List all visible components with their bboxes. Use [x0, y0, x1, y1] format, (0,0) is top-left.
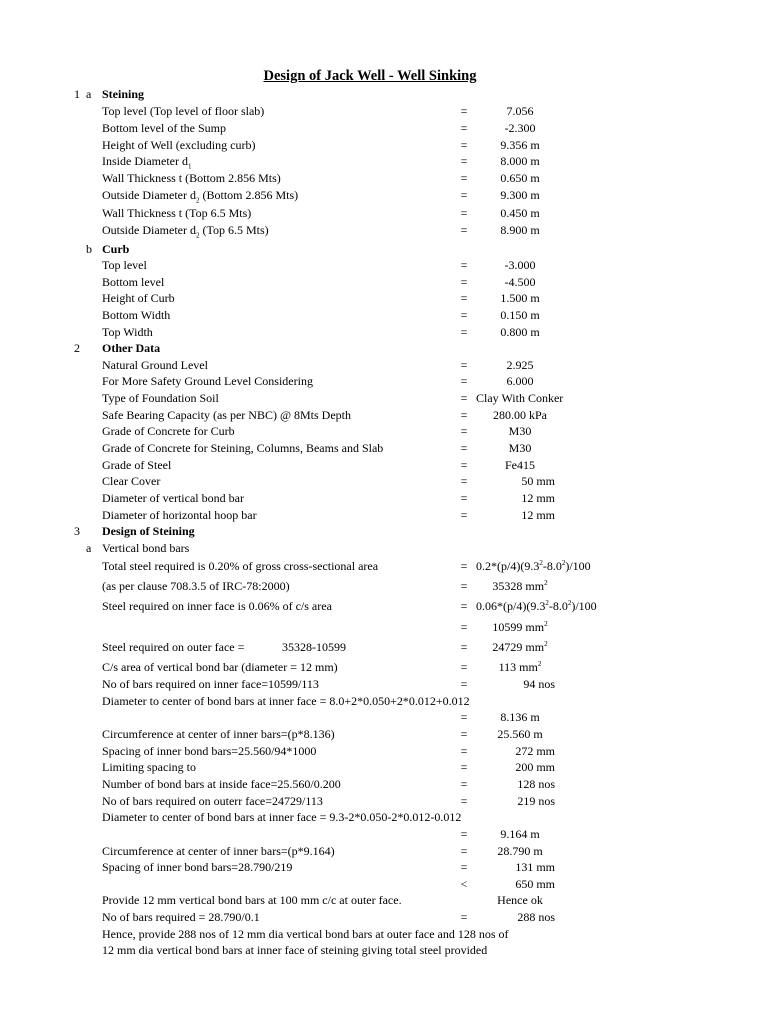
formula-text: 35328-10599 [282, 640, 346, 654]
row-label [102, 120, 226, 136]
equals-sign: = [460, 258, 468, 272]
row-label [102, 676, 319, 692]
value-superscript: 2 [544, 620, 548, 628]
table-row [0, 942, 768, 958]
table-row [0, 598, 768, 614]
row-label [102, 103, 264, 119]
row-value [470, 859, 555, 875]
label-text: Spacing of inner bond bars=28.790/219 [102, 860, 293, 874]
equals-sign: = [460, 171, 468, 185]
value-text: 0.800 m [500, 325, 540, 339]
value-text: 200 mm [515, 760, 555, 774]
table-row [0, 709, 768, 725]
table-row [0, 457, 768, 473]
row-label [102, 793, 323, 809]
equals-sign: = [460, 760, 468, 774]
row-value [470, 578, 570, 594]
value-text: M30 [508, 441, 532, 455]
table-row [0, 373, 768, 389]
label-text: Outside Diameter d [102, 188, 196, 202]
value-text: 113 mm [498, 660, 538, 674]
equals-sign: = [460, 188, 468, 202]
row-value [470, 257, 570, 273]
row-label [102, 942, 487, 958]
table-row [0, 241, 768, 257]
section-number: 1 [74, 87, 80, 101]
value-superscript: 2 [545, 599, 549, 607]
value-text: -4.500 [504, 275, 536, 289]
row-label [102, 324, 153, 340]
value-text: 0.06*(p/4)(9.3 [476, 599, 546, 613]
label-text: Number of bond bars at inside face=25.560/0.200 [102, 777, 341, 791]
value-superscript: 2 [544, 579, 548, 587]
equals-sign: = [460, 727, 468, 741]
label-text: Other Data [102, 341, 161, 355]
row-value [470, 103, 570, 119]
value-text: M30 [508, 424, 532, 438]
label-subscript: 2 [195, 231, 200, 240]
equals-sign: = [460, 620, 468, 634]
row-value [476, 598, 597, 614]
label-text: Curb [102, 242, 130, 256]
value-superscript: 2 [567, 599, 572, 607]
row-label [102, 776, 341, 792]
equals-sign: = [460, 660, 468, 674]
table-row [0, 859, 768, 875]
table-row [0, 490, 768, 506]
row-label [102, 473, 160, 489]
table-row [0, 659, 768, 675]
value-text-end: )/100 [571, 599, 597, 613]
table-row [0, 407, 768, 423]
section-number: 2 [74, 341, 80, 355]
equals-sign: = [460, 154, 468, 168]
label-subscript: 1 [187, 162, 192, 171]
equals-sign: = [460, 104, 468, 118]
table-row [0, 639, 768, 655]
value-text: 272 mm [515, 744, 555, 758]
value-text-end: )/100 [565, 559, 591, 573]
label-subscript: 2 [195, 196, 200, 205]
value-text: -3.000 [504, 258, 536, 272]
equals-sign: = [460, 308, 468, 322]
section-heading [102, 86, 144, 102]
equals-sign: = [460, 508, 468, 522]
label-text: Diameter to center of bond bars at inner face = 8.0+2*0.050+2*0.012+0.012 [102, 694, 470, 708]
row-label [102, 440, 383, 456]
row-value [470, 826, 570, 842]
subsection-letter: b [86, 242, 92, 256]
label-text: 12 mm dia vertical bond bars at inner face of steining giving total steel provided [102, 943, 488, 957]
equals-sign: = [460, 206, 468, 220]
row-value [470, 793, 555, 809]
equals-sign: = [460, 844, 468, 858]
value-text: 7.056 [506, 104, 534, 118]
equals-sign: = [460, 325, 468, 339]
value-text: Fe415 [505, 458, 535, 472]
equals-sign: = [460, 291, 468, 305]
table-row [0, 676, 768, 692]
value-text: 128 nos [517, 777, 555, 791]
label-text: Top Width [102, 325, 153, 339]
section-number: 3 [74, 524, 80, 538]
row-value [470, 153, 570, 169]
row-label [102, 274, 164, 290]
row-label [102, 540, 189, 556]
equals-sign: = [460, 358, 468, 372]
label-text: Grade of Steel [102, 458, 172, 472]
row-label [102, 843, 335, 859]
table-row [0, 137, 768, 153]
value-text-cont: -8.0 [548, 599, 568, 613]
label-text: Hence, provide 288 nos of 12 mm dia vertical bond bars at outer face and 128 nos of [102, 927, 509, 941]
table-row [0, 793, 768, 809]
subsection-letter: a [86, 87, 92, 101]
section-heading [102, 340, 160, 356]
table-row [0, 390, 768, 406]
row-label [102, 187, 298, 203]
label-text: Bottom level [102, 275, 165, 289]
label-text: (as per clause 708.3.5 of IRC-78:2000) [102, 579, 290, 593]
label-text: Steel required on inner face is 0.06% of c/s area [102, 599, 332, 613]
value-text: 0.650 m [500, 171, 540, 185]
row-label [102, 909, 260, 925]
table-row [0, 726, 768, 742]
row-value [470, 357, 570, 373]
row-label [102, 598, 332, 614]
row-value [470, 307, 570, 323]
value-text: 9.356 m [500, 138, 540, 152]
table-row [0, 540, 768, 556]
table-row [0, 170, 768, 186]
table-row [0, 423, 768, 439]
row-value [470, 423, 570, 439]
value-superscript: 2 [537, 660, 542, 668]
row-label [102, 390, 219, 406]
row-value [470, 892, 570, 908]
table-row [0, 153, 768, 169]
table-row [0, 86, 768, 102]
table-row [0, 926, 768, 942]
table-row [0, 187, 768, 203]
row-label [102, 578, 290, 594]
row-label [102, 423, 235, 439]
row-label [102, 926, 509, 942]
row-value [470, 726, 570, 742]
row-value [470, 776, 555, 792]
row-label [102, 153, 191, 169]
label-text: Circumference at center of inner bars=(p*9.164) [102, 844, 335, 858]
table-row [0, 619, 768, 635]
equals-sign: = [460, 424, 468, 438]
row-label [102, 170, 281, 186]
row-value [470, 407, 570, 423]
label-text: Natural Ground Level [102, 358, 208, 372]
label-text: Bottom level of the Sump [102, 121, 226, 135]
row-value [476, 390, 563, 406]
table-row [0, 290, 768, 306]
label-text: Height of Curb [102, 291, 175, 305]
row-value [470, 440, 570, 456]
row-label [102, 222, 269, 238]
page-title: Design of Jack Well - Well Sinking [263, 68, 477, 84]
label-text: Steining [102, 87, 145, 101]
table-row [0, 473, 768, 489]
row-value [470, 373, 570, 389]
row-label [102, 257, 147, 273]
row-label [102, 743, 316, 759]
row-label [102, 307, 170, 323]
row-label [102, 407, 351, 423]
row-label [102, 373, 313, 389]
value-superscript: 2 [544, 640, 548, 648]
value-text: 94 nos [523, 677, 555, 691]
equals-sign: = [460, 374, 468, 388]
value-superscript: 2 [561, 559, 566, 567]
value-text: 131 mm [515, 860, 555, 874]
table-row [0, 120, 768, 136]
label-text: Grade of Concrete for Steining, Columns, Beams and Slab [102, 441, 384, 455]
equals-sign: = [460, 138, 468, 152]
value-text: 650 mm [515, 877, 555, 891]
row-value [470, 639, 570, 655]
value-text: -2.300 [504, 121, 536, 135]
equals-sign: = [460, 223, 468, 237]
value-text: 8.000 m [500, 154, 540, 168]
table-row [0, 759, 768, 775]
row-value [470, 507, 555, 523]
equals-sign: = [460, 559, 468, 573]
row-value [470, 843, 570, 859]
row-value [470, 187, 570, 203]
value-text-cont: -8.0 [542, 559, 562, 573]
value-text: 219 nos [517, 794, 555, 808]
table-row [0, 523, 768, 539]
table-row [0, 440, 768, 456]
table-row [0, 307, 768, 323]
equals-sign: = [460, 794, 468, 808]
equals-sign: = [460, 474, 468, 488]
value-text: 50 mm [521, 474, 555, 488]
row-label [102, 693, 470, 709]
row-value [470, 222, 570, 238]
value-text: 12 mm [521, 491, 555, 505]
label-text: Bottom Width [102, 308, 171, 322]
row-label [102, 859, 292, 875]
table-row [0, 826, 768, 842]
value-text: 9.300 m [500, 188, 540, 202]
table-row [0, 892, 768, 908]
value-text: 2.925 [506, 358, 534, 372]
value-text: 10599 mm [492, 620, 545, 634]
label-text: Top level [102, 258, 147, 272]
row-label [102, 809, 461, 825]
value-superscript: 2 [539, 559, 543, 567]
subsection-letter: a [86, 541, 92, 555]
label-text: For More Safety Ground Level Considering [102, 374, 313, 388]
value-text: 12 mm [521, 508, 555, 522]
label-text: Provide 12 mm vertical bond bars at 100 mm c/c at outer face. [102, 893, 402, 907]
value-text: 0.450 m [500, 206, 540, 220]
value-text: 0.2*(p/4)(9.3 [476, 559, 540, 573]
equals-sign: = [460, 121, 468, 135]
equals-sign: = [460, 491, 468, 505]
label-text: Circumference at center of inner bars=(p*8.136) [102, 727, 335, 741]
label-text: Outside Diameter d [102, 223, 196, 237]
table-row [0, 558, 768, 574]
table-row [0, 103, 768, 119]
row-label [102, 726, 335, 742]
equals-sign: = [460, 677, 468, 691]
value-text: 25.560 m [497, 727, 543, 741]
label-text: Type of Foundation Soil [102, 391, 219, 405]
equals-sign: = [460, 408, 468, 422]
label-text: Clear Cover [102, 474, 161, 488]
row-value [470, 290, 570, 306]
label-text: Steel required on outer face = [102, 640, 245, 654]
section-heading [102, 523, 195, 539]
row-label [102, 892, 402, 908]
equals-sign: = [460, 860, 468, 874]
row-value [470, 759, 555, 775]
table-row [0, 578, 768, 594]
table-row [0, 843, 768, 859]
row-value [470, 457, 570, 473]
label-text: Diameter of vertical bond bar [102, 491, 244, 505]
value-text: 0.150 m [500, 308, 540, 322]
row-value [470, 709, 570, 725]
row-label [102, 639, 244, 655]
equals-sign: = [460, 640, 468, 654]
table-row [0, 257, 768, 273]
value-text: Clay With Conker [476, 391, 564, 405]
equals-sign: = [460, 744, 468, 758]
row-value [470, 659, 570, 675]
label-text: Limiting spacing to [102, 760, 196, 774]
label-text: Diameter of horizontal hoop bar [102, 508, 257, 522]
row-label [102, 137, 255, 153]
table-row [0, 222, 768, 238]
equals-sign: = [460, 275, 468, 289]
row-value [470, 120, 570, 136]
value-text: 1.500 m [500, 291, 540, 305]
value-text: Hence ok [497, 893, 543, 907]
table-row [0, 693, 768, 709]
value-text: 8.900 m [500, 223, 540, 237]
row-value [470, 876, 555, 892]
row-label [102, 759, 196, 775]
label-text: Grade of Concrete for Curb [102, 424, 235, 438]
equals-sign: = [460, 458, 468, 472]
row-value [470, 137, 570, 153]
row-value [470, 473, 555, 489]
value-text: 35328 mm [492, 579, 545, 593]
row-label [102, 659, 338, 675]
label-text: C/s area of vertical bond bar (diameter = 12 mm) [102, 660, 338, 674]
section-heading [102, 241, 129, 257]
value-text: 8.136 m [500, 710, 540, 724]
value-text: 28.790 m [497, 844, 543, 858]
value-text: 280.00 kPa [493, 408, 547, 422]
table-row [0, 876, 768, 892]
table-row [0, 743, 768, 759]
label-text-cont: (Bottom 2.856 Mts) [199, 188, 299, 202]
label-text: No of bars required = 28.790/0.1 [102, 910, 260, 924]
table-row [0, 507, 768, 523]
row-value [470, 205, 570, 221]
row-value [470, 909, 555, 925]
row-value [470, 490, 555, 506]
row-label [102, 205, 251, 221]
table-row [0, 274, 768, 290]
value-text: 9.164 m [500, 827, 540, 841]
label-text: Inside Diameter d [102, 154, 188, 168]
label-text: Total steel required is 0.20% of gross cross-sectional area [102, 559, 379, 573]
equals-sign: = [460, 777, 468, 791]
label-text: Wall Thickness t (Bottom 2.856 Mts) [102, 171, 281, 185]
row-value [470, 619, 570, 635]
label-text: Height of Well (excluding curb) [102, 138, 256, 152]
row-value [470, 743, 555, 759]
value-text: 6.000 [506, 374, 534, 388]
label-text: Spacing of inner bond bars=25.560/94*1000 [102, 744, 317, 758]
label-text: No of bars required on outerr face=24729/113 [102, 794, 323, 808]
equals-sign: < [460, 877, 468, 891]
equals-sign: = [460, 441, 468, 455]
row-label [102, 290, 175, 306]
table-row [0, 909, 768, 925]
equals-sign: = [460, 579, 468, 593]
label-text: Design of Steining [102, 524, 195, 538]
row-value [470, 676, 555, 692]
equals-sign: = [460, 827, 468, 841]
table-row [0, 340, 768, 356]
row-value [470, 170, 570, 186]
row-label [102, 357, 208, 373]
row-label [102, 490, 244, 506]
row-value [470, 274, 570, 290]
table-row [0, 357, 768, 373]
value-text: 288 nos [517, 910, 555, 924]
row-label [102, 507, 257, 523]
table-row [0, 776, 768, 792]
table-row [0, 205, 768, 221]
table-row [0, 324, 768, 340]
label-text: Top level (Top level of floor slab) [102, 104, 265, 118]
value-text: 24729 mm [492, 640, 545, 654]
equals-sign: = [460, 710, 468, 724]
equals-sign: = [460, 910, 468, 924]
row-value [476, 558, 591, 574]
row-value [470, 324, 570, 340]
label-text: Wall Thickness t (Top 6.5 Mts) [102, 206, 252, 220]
equals-sign: = [460, 599, 468, 613]
table-row [0, 809, 768, 825]
label-text: Safe Bearing Capacity (as per NBC) @ 8Mts Depth [102, 408, 351, 422]
equals-sign: = [460, 391, 468, 405]
label-text: No of bars required on inner face=10599/113 [102, 677, 319, 691]
label-text: Diameter to center of bond bars at inner face = 9.3-2*0.050-2*0.012-0.012 [102, 810, 462, 824]
label-text: Vertical bond bars [102, 541, 190, 555]
row-label [102, 558, 378, 574]
row-label [102, 457, 171, 473]
label-text-cont: (Top 6.5 Mts) [199, 223, 269, 237]
